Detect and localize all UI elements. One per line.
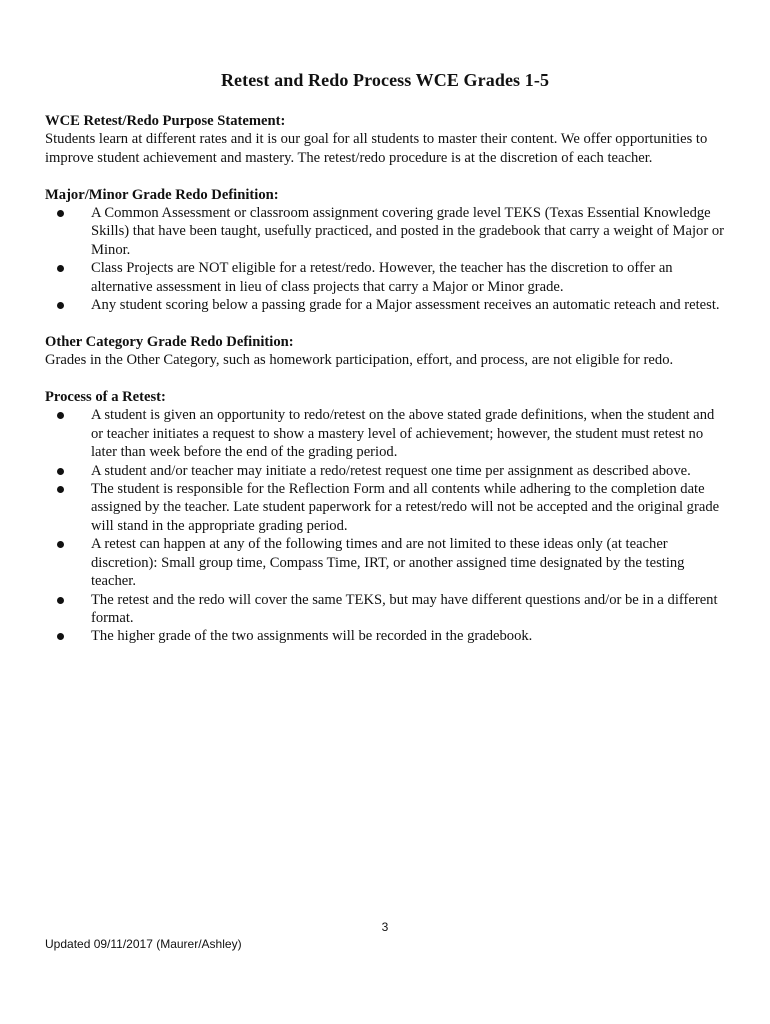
other-category-text: Grades in the Other Category, such as homework participation, effort, and process, are not eligible for redo. [45,352,674,369]
bullet-icon [57,486,64,493]
page-number: 3 [381,920,389,934]
list-item [45,535,725,590]
list-item-text: A retest can happen at any of the following times and are not limited to these ideas only (at teacher discretion): Small group time, Compass Time, IRT, or another assigned time designated by the testing teacher. [91,536,685,590]
bullet-icon [57,265,64,272]
process-list [45,406,725,645]
bullet-icon [57,541,64,548]
bullet-icon [57,633,64,640]
other-category-section [45,333,725,370]
document-title: Retest and Redo Process WCE Grades 1-5 [220,70,550,90]
bullet-icon [57,597,64,604]
other-category-heading: Other Category Grade Redo Definition: [45,333,294,350]
list-item [45,259,725,296]
list-item [45,296,725,314]
list-item-text: A student is given an opportunity to redo/retest on the above stated grade definitions, when the student and or teacher initiates a request to show a mastery level of achievement; however, the student must retest no later than week before the end of the grading period. [91,407,715,461]
list-item-text: The higher grade of the two assignments will be recorded in the gradebook. [91,628,533,645]
list-item-text: The retest and the redo will cover the same TEKS, but may have different questions and/or be in a different format. [91,591,718,626]
list-item [45,204,725,259]
major-minor-heading: Major/Minor Grade Redo Definition: [45,186,279,203]
list-item [45,591,725,628]
list-item-text: Any student scoring below a passing grade for a Major assessment receives an automatic reteach and retest. [91,297,720,314]
list-item-text: A student and/or teacher may initiate a redo/retest request one time per assignment as described above. [91,462,691,479]
bullet-icon [57,412,64,419]
process-heading: Process of a Retest: [45,389,166,406]
purpose-section [45,112,725,167]
list-item-text: Class Projects are NOT eligible for a retest/redo. However, the teacher has the discretion to offer an alternative assessment in lieu of class projects that carry a Major or Minor grade. [91,260,673,295]
major-minor-section [45,186,725,315]
list-item-text: A Common Assessment or classroom assignment covering grade level TEKS (Texas Essential Knowledge Skills) that have been taught, usefully practiced, and posted in the gradebook that carry a weight of Major or Minor. [91,205,725,258]
process-section [45,388,725,646]
major-minor-list [45,204,725,314]
bullet-icon [57,468,64,475]
purpose-text: Students learn at different rates and it is our goal for all students to master their content. We offer opportunities to improve student achievement and mastery. The retest/redo procedure is at the discretion of each teacher. [45,131,708,166]
list-item [45,406,725,461]
list-item [45,462,725,480]
bullet-icon [57,302,64,309]
bullet-icon [57,210,64,217]
purpose-heading: WCE Retest/Redo Purpose Statement: [45,113,286,129]
list-item [45,480,725,535]
footer-update-note: Updated 09/11/2017 (Maurer/Ashley) [45,937,242,951]
list-item [45,627,725,645]
list-item-text: The student is responsible for the Reflection Form and all contents while adhering to the completion date assigned by the teacher. Late student paperwork for a retest/redo will not be accepted and the original grade will stand in the appropriate grading period. [91,481,720,534]
document-body [45,112,725,664]
